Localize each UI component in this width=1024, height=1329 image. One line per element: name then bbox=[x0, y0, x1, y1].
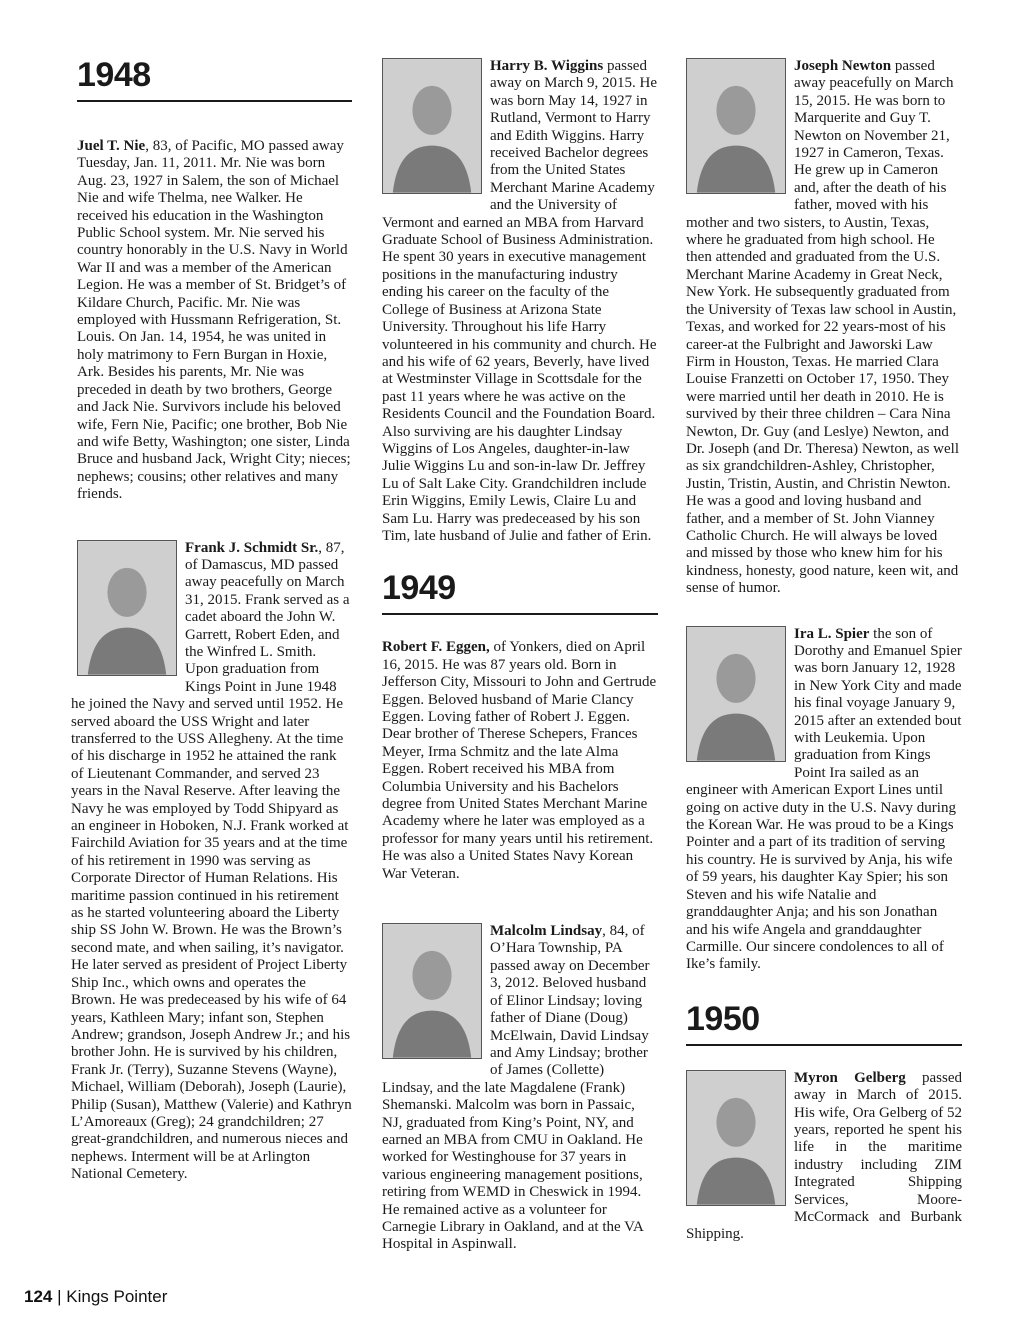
column-middle bbox=[382, 58, 658, 1254]
portrait-photo bbox=[686, 1070, 786, 1206]
obituary-name: Harry B. Wiggins bbox=[490, 58, 604, 74]
page-footer bbox=[24, 1287, 167, 1307]
portrait-photo bbox=[382, 58, 482, 194]
obituary-name: Myron Gelberg bbox=[794, 1069, 906, 1086]
person-silhouette-icon bbox=[383, 924, 481, 1058]
publication-name: Kings Pointer bbox=[66, 1287, 168, 1306]
section-header-1949 bbox=[382, 571, 658, 615]
obituary-name: Malcolm Lindsay bbox=[490, 923, 603, 940]
obituary-text: , 84, of O’Hara Township, PA passed away on December 3, 2012. Beloved husband of Elinor Lindsay; loving father of Diane (Doug) McElwain, David Lindsay and Amy Lindsay; brother of James (Collette) Lindsay, and the late Magdalene (Frank) Shemanski. Malcolm was born in Passaic, NJ, graduated from King’s Point, NY, and earned an MBA from CMU in Oakland. He worked for Westinghouse for 37 years in various engineering management positions, retiring from WEMD in Cheswick in 1994. He remained active as a volunteer for Carnegie Library in Oakland, and at the VA Hospital in Aspinwall. bbox=[382, 923, 650, 1253]
section-year: 1949 bbox=[382, 571, 658, 615]
obituary-text: , 87, of Damascus, MD passed away peacefully on March 31, 2015. Frank served as a cadet aboard the John W. Garrett, Robert Eden, and the Winfred L. Smith. Upon graduation from Kings Point in June 1948 he joined the Navy and served until 1952. He served aboard the USS Wright and later transferred to the USS Allegheny. At the time of his discharge in 1952 he attained the rank of Lieutenant Commander, and served 23 years in the Naval Reserve. After leaving the Navy he was employed by Todd Shipyard as an engineer in Hoboken, N.J. Frank worked at Fairchild Aviation for 35 years and at the time of his retirement in 1990 was serving as Corporate Director of Human Relations. His maritime passion continued in his retirement as he started volunteering aboard the Liberty ship SS John W. Brown. He was the Brown’s second mate, and when sailing, it’s navigator. He later served as president of Project Liberty Ship Inc., which owns and operates the Brown. He was predeceased by his wife of 64 years, Kathleen Mary; infant son, Stephen Andrew; grandson, Joseph Andrew Jr.; and his brother John. He is survived by his children, Frank Jr. (Terry), Suzanne Stevens (Wayne), Michael, William (Deborah), Joseph (Laurie), Philip (Susan), Matthew (Valerie) and Kathryn L’Amoreaux (Greg); 24 grandchildren; 27 great-grandchildren, and numerous nieces and nephews. Interment will be at Arlington National Cemetery. bbox=[71, 539, 352, 1183]
obituary-name: Frank J. Schmidt Sr. bbox=[185, 539, 319, 556]
person-silhouette-icon bbox=[687, 627, 785, 761]
obituary-spier bbox=[686, 626, 962, 974]
person-silhouette-icon bbox=[687, 59, 785, 193]
obituary-text: passed away on March 9, 2015. He was born May 14, 1927 in Rutland, Vermont to Harry and Edith Wiggins. Harry received Bachelor degrees from the United States Merchant Marine Academy and the University of Vermont and earned an MBA from Harvard Graduate School of Business Administration. He spent 30 years in executive management positions in the manufacturing industry ending his career on the faculty of the College of Business at Arizona State University. Throughout his life Harry volunteered in his community and church. He and his wife of 62 years, Beverly, have lived at Westminster Village in Scottsdale for the past 11 years where he was active on the Residents Council and the Foundation Board. Also surviving are his daughter Lindsay Wiggins of Los Angeles, daughter-in-law Julie Wiggins Lu and son-in-law Dr. Jeffrey Lu of Salt Lake City. Grandchildren include Erin Wiggins, Emily Lewis, Claire Lu and Sam Lu. Harry was predeceased by his son Tim, late husband of Julie and father of Erin. bbox=[382, 58, 658, 544]
obituary-lindsay bbox=[382, 923, 658, 1254]
spacer bbox=[77, 102, 352, 138]
obituary-text: , 83, of Pacific, MO passed away Tuesday, Jan. 11, 2011. Mr. Nie was born Aug. 23, 1927 in Salem, the son of Michael Nie and wife Thelma, nee Walker. He received his education in the Washington Public School system. Mr. Nie served his country honorably in the U.S. Navy in World War II and was a member of the American Legion. He was a member of St. Bridget’s of Kildare Church, Pacific. Mr. Nie was employed with Hussmann Refrigeration, St. Louis. On Jan. 14, 1954, he was united in holy matrimony to Fern Burgan in Hoxie, Ark. Besides his parents, Mr. Nie was preceded in death by two brothers, George and Jack Nie. Survivors include his beloved wife, Fern Nie, Pacific; one brother, Bob Nie and wife Betty, Washington; one sister, Linda Bruce and husband Jack, Wright City; nieces; nephews; cousins; other relatives and many friends. bbox=[77, 138, 351, 503]
obituary-name: Juel T. Nie bbox=[77, 138, 146, 154]
person-silhouette-icon bbox=[383, 59, 481, 193]
column-left bbox=[71, 56, 352, 1184]
obituary-text: of Yonkers, died on April 16, 2015. He was 87 years old. Born in Jefferson City, Missouri to John and Gertrude Eggen. Beloved husband of Marie Clancy Eggen. Loving father of Robert J. Eggen. Dear brother of Therese Schepers, Frances Meyer, Irma Schmitz and the late Alma Eggen. Robert received his MBA from Columbia University and his Bachelors degree from United States Merchant Marine Academy where he later was employed as a professor for many years until his retirement. He was also a United States Navy Korean War Veteran. bbox=[382, 639, 657, 882]
spacer bbox=[77, 504, 352, 540]
obituary-name: Ira L. Spier bbox=[794, 625, 870, 642]
column-right bbox=[686, 58, 962, 1244]
obituary-newton bbox=[686, 58, 962, 598]
portrait-photo bbox=[77, 540, 177, 676]
spacer bbox=[686, 974, 962, 1002]
obituary-schmidt bbox=[71, 539, 352, 1184]
obituary-text: passed away peacefully on March 15, 2015. He was born to Marquerite and Guy T. Newton on November 21, 1927 in Cameron, Texas. He grew up in Cameron and, after the death of his father, moved with his mother and two sisters, to Austin, Texas, where he graduated from high school. He then attended and graduated from the U.S. Merchant Marine Academy in Great Neck, New York. He subsequently graduated from the University of Texas law school in Austin, Texas, and worked for 22 years-most of his career-at the Fulbright and Jaworski Law Firm in Houston, Texas. He married Clara Louise Franzetti on October 17, 1950. They were married until her death in 2010. He is survived by their three children – Cara Nina Newton, Dr. Guy (and Leslye) Newton, and Dr. Joseph (and Dr. Theresa) Newton, as well as six grandchildren-Ashley, Christopher, Justin, Tristin, Austin, and Christin Newton. He was a good and loving husband and father, and a member of St. John Vianney Catholic Church. He will always be loved and missed by those who knew him for his kindness, honesty, good nature, keen wit, and sense of humor. bbox=[686, 58, 959, 597]
section-header-1948 bbox=[77, 58, 352, 102]
obituary-text: passed away in March of 2015. His wife, Ora Gelberg of 52 years, reported he spent his life in the maritime industry including ZIM Integrated Shipping Services, Moore-McCormack and Burbank Shipping. bbox=[686, 1069, 963, 1243]
section-year: 1950 bbox=[686, 1002, 962, 1046]
spacer bbox=[382, 545, 658, 571]
obituary-eggen bbox=[382, 639, 658, 883]
page-number: 124 bbox=[24, 1287, 53, 1306]
obituary-nie bbox=[77, 138, 352, 504]
obituary-wiggins bbox=[382, 58, 658, 545]
obituary-name: Robert F. Eggen, bbox=[382, 639, 490, 656]
portrait-photo bbox=[686, 626, 786, 762]
section-header-1950 bbox=[686, 999, 962, 1046]
spacer bbox=[686, 598, 962, 626]
section-year: 1948 bbox=[77, 58, 352, 102]
person-silhouette-icon bbox=[687, 1071, 785, 1205]
portrait-photo bbox=[382, 923, 482, 1059]
person-silhouette-icon bbox=[78, 541, 176, 675]
spacer bbox=[382, 883, 658, 923]
obituary-name: Joseph Newton bbox=[794, 58, 892, 74]
portrait-photo bbox=[686, 58, 786, 194]
obituary-text: the son of Dorothy and Emanuel Spier was born January 12, 1928 in New York City and made his final voyage January 9, 2015 after an extended bout with Leukemia. Upon graduation from Kings Point Ira sailed as an engineer with American Export Lines until going on active duty in the U.S. Navy during the Korean War. He was proud to be a Kings Pointer and a part of its tradition of serving his country. He is survived by Anja, his wife of 59 years, his daughter Kay Spier; his son Steven and his wife Natalie and granddaughter Anja; and his son Jonathan and his wife Angela and granddaughter Carmille. Our sincere condolences to all of Ike’s family. bbox=[686, 625, 962, 973]
spacer bbox=[382, 615, 658, 639]
spacer bbox=[686, 1046, 962, 1070]
obituary-gelberg bbox=[686, 1070, 962, 1244]
footer-separator: | bbox=[57, 1287, 62, 1306]
